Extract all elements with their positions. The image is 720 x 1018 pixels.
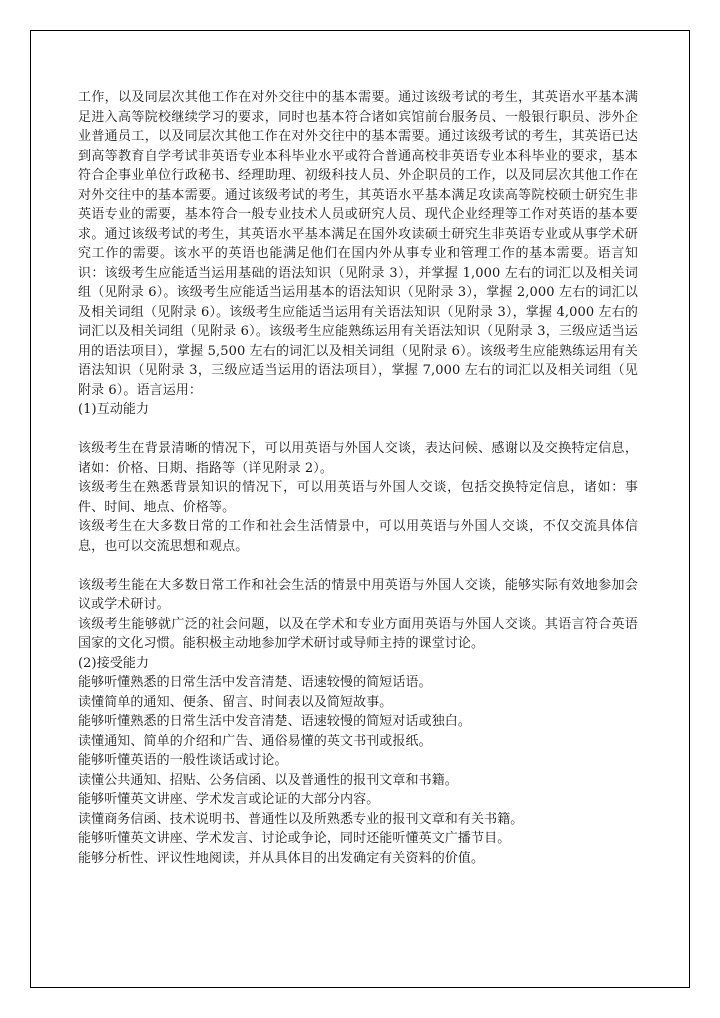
section-heading-interaction: (1)互动能力: [78, 402, 150, 417]
reception-line: 能够听懂熟悉的日常生活中发音清楚、语速较慢的简短对话或独白。: [78, 714, 472, 729]
section-heading-reception: (2)接受能力: [78, 655, 150, 671]
paragraph-gap: [78, 556, 638, 576]
paragraph-gap: [78, 420, 638, 440]
reception-line: 能够听懂英语的一般性谈话或讨论。: [78, 753, 288, 768]
reception-line: 能够听懂熟悉的日常生活中发音清楚、语速较慢的简短话语。: [78, 675, 432, 690]
interaction-paragraph: 该级考生在背景清晰的情况下，可以用英语与外国人交谈，表达问候、感谢以及交换特定信息，诸如：价格、日期、指路等（详见附录 2）。: [78, 441, 638, 476]
reception-line: 读懂商务信函、技术说明书、普通性以及所熟悉专业的报刊文章和有关书籍。: [78, 811, 524, 827]
intro-paragraph: 工作，以及同层次其他工作在对外交往中的基本需要。通过该级考试的考生，其英语水平基本满足进入高等院校继续学习的要求，同时也基本符合诸如宾馆前台服务员、一般银行职员、涉外企业普通员工，以及同层次其他工作在对外交往中的基本需要。通过该级考试的考生，其英语已达到高等教育自学考试非英语专业本科毕业水平或符合普通高校非英语专业本科毕业的要求，基本符合企事业单位行政秘书、经理助理、初级科技人员、外企职员的工作，以及同层次其他工作在对外交往中的基本需要。通过该级考试的考生，其英语水平基本满足攻读高等院校硕士研究生非英语专业的需要，基本符合一般专业技术人员或研究人员、现代企业经理等工作对英语的基本要求。通过该级考试的考生，其英语水平基本满足在国外攻读硕士研究生非英语专业或从事学术研究工作的需要。该水平的英语也能满足他们在国内外从事专业和管理工作的基本需要。语言知识：该级考生应能适当运用基础的语法知识（见附录 3），并掌握 1,000 左右的词汇以及相关词组（见附录 6）。该级考生应能适当运用基本的语法知识（见附录 3），掌握 2,000 左右的词汇以及相关词组（见附录 6）。该级考生应能适当运用有关语法知识（见附录 3），掌握 4,000 左右的词汇以及相关词组（见附录 6）。该级考生应能熟练运用有关语法知识（见附录 3，三级应适当运用的语法项目），掌握 5,500 左右的词汇以及相关词组（见附录 6）。该级考生应能熟练运用有关语法知识（见附录 3，三级应适当运用的语法项目），掌握 7,000 左右的词汇以及相关词组（见附录 6）。语言运用：: [78, 90, 638, 398]
document-body: [78, 88, 638, 868]
reception-line: 读懂通知、简单的介绍和广告、通俗易懂的英文书刊或报纸。: [78, 733, 432, 749]
interaction-paragraph: 该级考生能够就广泛的社会问题，以及在学术和专业方面用英语与外国人交谈。其语言符合英语国家的文化习惯。能积极主动地参加学术研讨或导师主持的课堂讨论。: [78, 616, 638, 651]
interaction-paragraph: 该级考生在大多数日常的工作和社会生活情景中，可以用英语与外国人交谈，不仅交流具体信息，也可以交流思想和观点。: [78, 519, 638, 554]
reception-line: 读懂简单的通知、便条、留言、时间表以及简短故事。: [78, 694, 393, 710]
interaction-paragraph: 该级考生能在大多数日常工作和社会生活的情景中用英语与外国人交谈，能够实际有效地参加会议或学术研讨。: [78, 577, 638, 612]
reception-line: 读懂公共通知、招贴、公务信函、以及普通性的报刊文章和书籍。: [78, 772, 458, 788]
reception-line: 能够听懂英文讲座、学术发言或论证的大部分内容。: [78, 792, 380, 807]
reception-line: 能够分析性、评议性地阅读，并从具体目的出发确定有关资料的价值。: [78, 850, 485, 866]
interaction-paragraph: 该级考生在熟悉背景知识的情况下，可以用英语与外国人交谈，包括交换特定信息，诸如：事件、时间、地点、价格等。: [78, 480, 638, 515]
reception-line: 能够听懂英文讲座、学术发言、讨论或争论，同时还能听懂英文广播节目。: [78, 831, 511, 846]
